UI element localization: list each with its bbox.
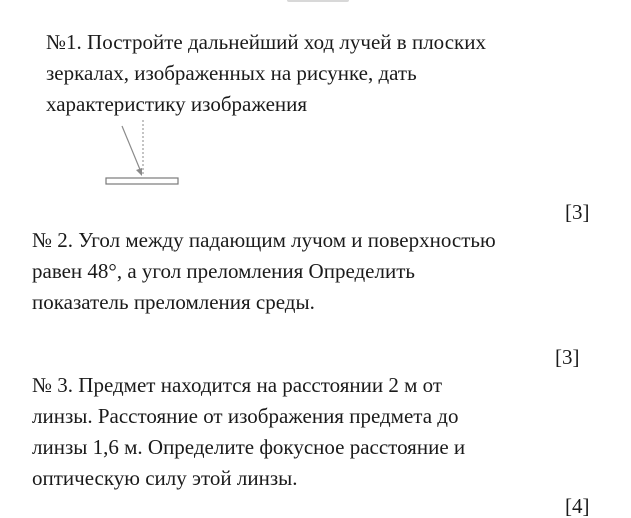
- task-3-line-1: № 3. Предмет находится на расстоянии 2 м от: [32, 373, 443, 397]
- incident-ray-arrowhead: [136, 168, 142, 176]
- top-edge-mark: [287, 0, 349, 2]
- task-1-line-3: характеристику изображения: [46, 92, 308, 116]
- plane-mirror: [106, 178, 178, 184]
- task-3: [32, 370, 465, 494]
- task-2-line-3: показатель преломления среды.: [32, 290, 315, 314]
- task-1-line-1: №1. Постройте дальнейший ход лучей в плоских: [46, 30, 486, 54]
- task-3-line-3: линзы 1,6 м. Определите фокусное расстояние и: [32, 435, 466, 459]
- task-2: [32, 225, 496, 318]
- task-2-line-2: равен 48°, а угол преломления Определить: [32, 259, 415, 283]
- score-task-3: [4]: [565, 494, 590, 518]
- incident-ray: [122, 126, 141, 172]
- score-task-2: [3]: [555, 345, 580, 369]
- task-1-line-2: зеркалах, изображенных на рисунке, дать: [46, 61, 417, 85]
- task-1: [46, 27, 486, 120]
- task-3-line-2: линзы. Расстояние от изображения предмета до: [32, 404, 459, 428]
- score-task-1: [3]: [565, 200, 590, 224]
- task-2-line-1: № 2. Угол между падающим лучом и поверхностью: [32, 228, 496, 252]
- mirror-diagram: [96, 118, 186, 190]
- task-3-line-4: оптическую силу этой линзы.: [32, 466, 298, 490]
